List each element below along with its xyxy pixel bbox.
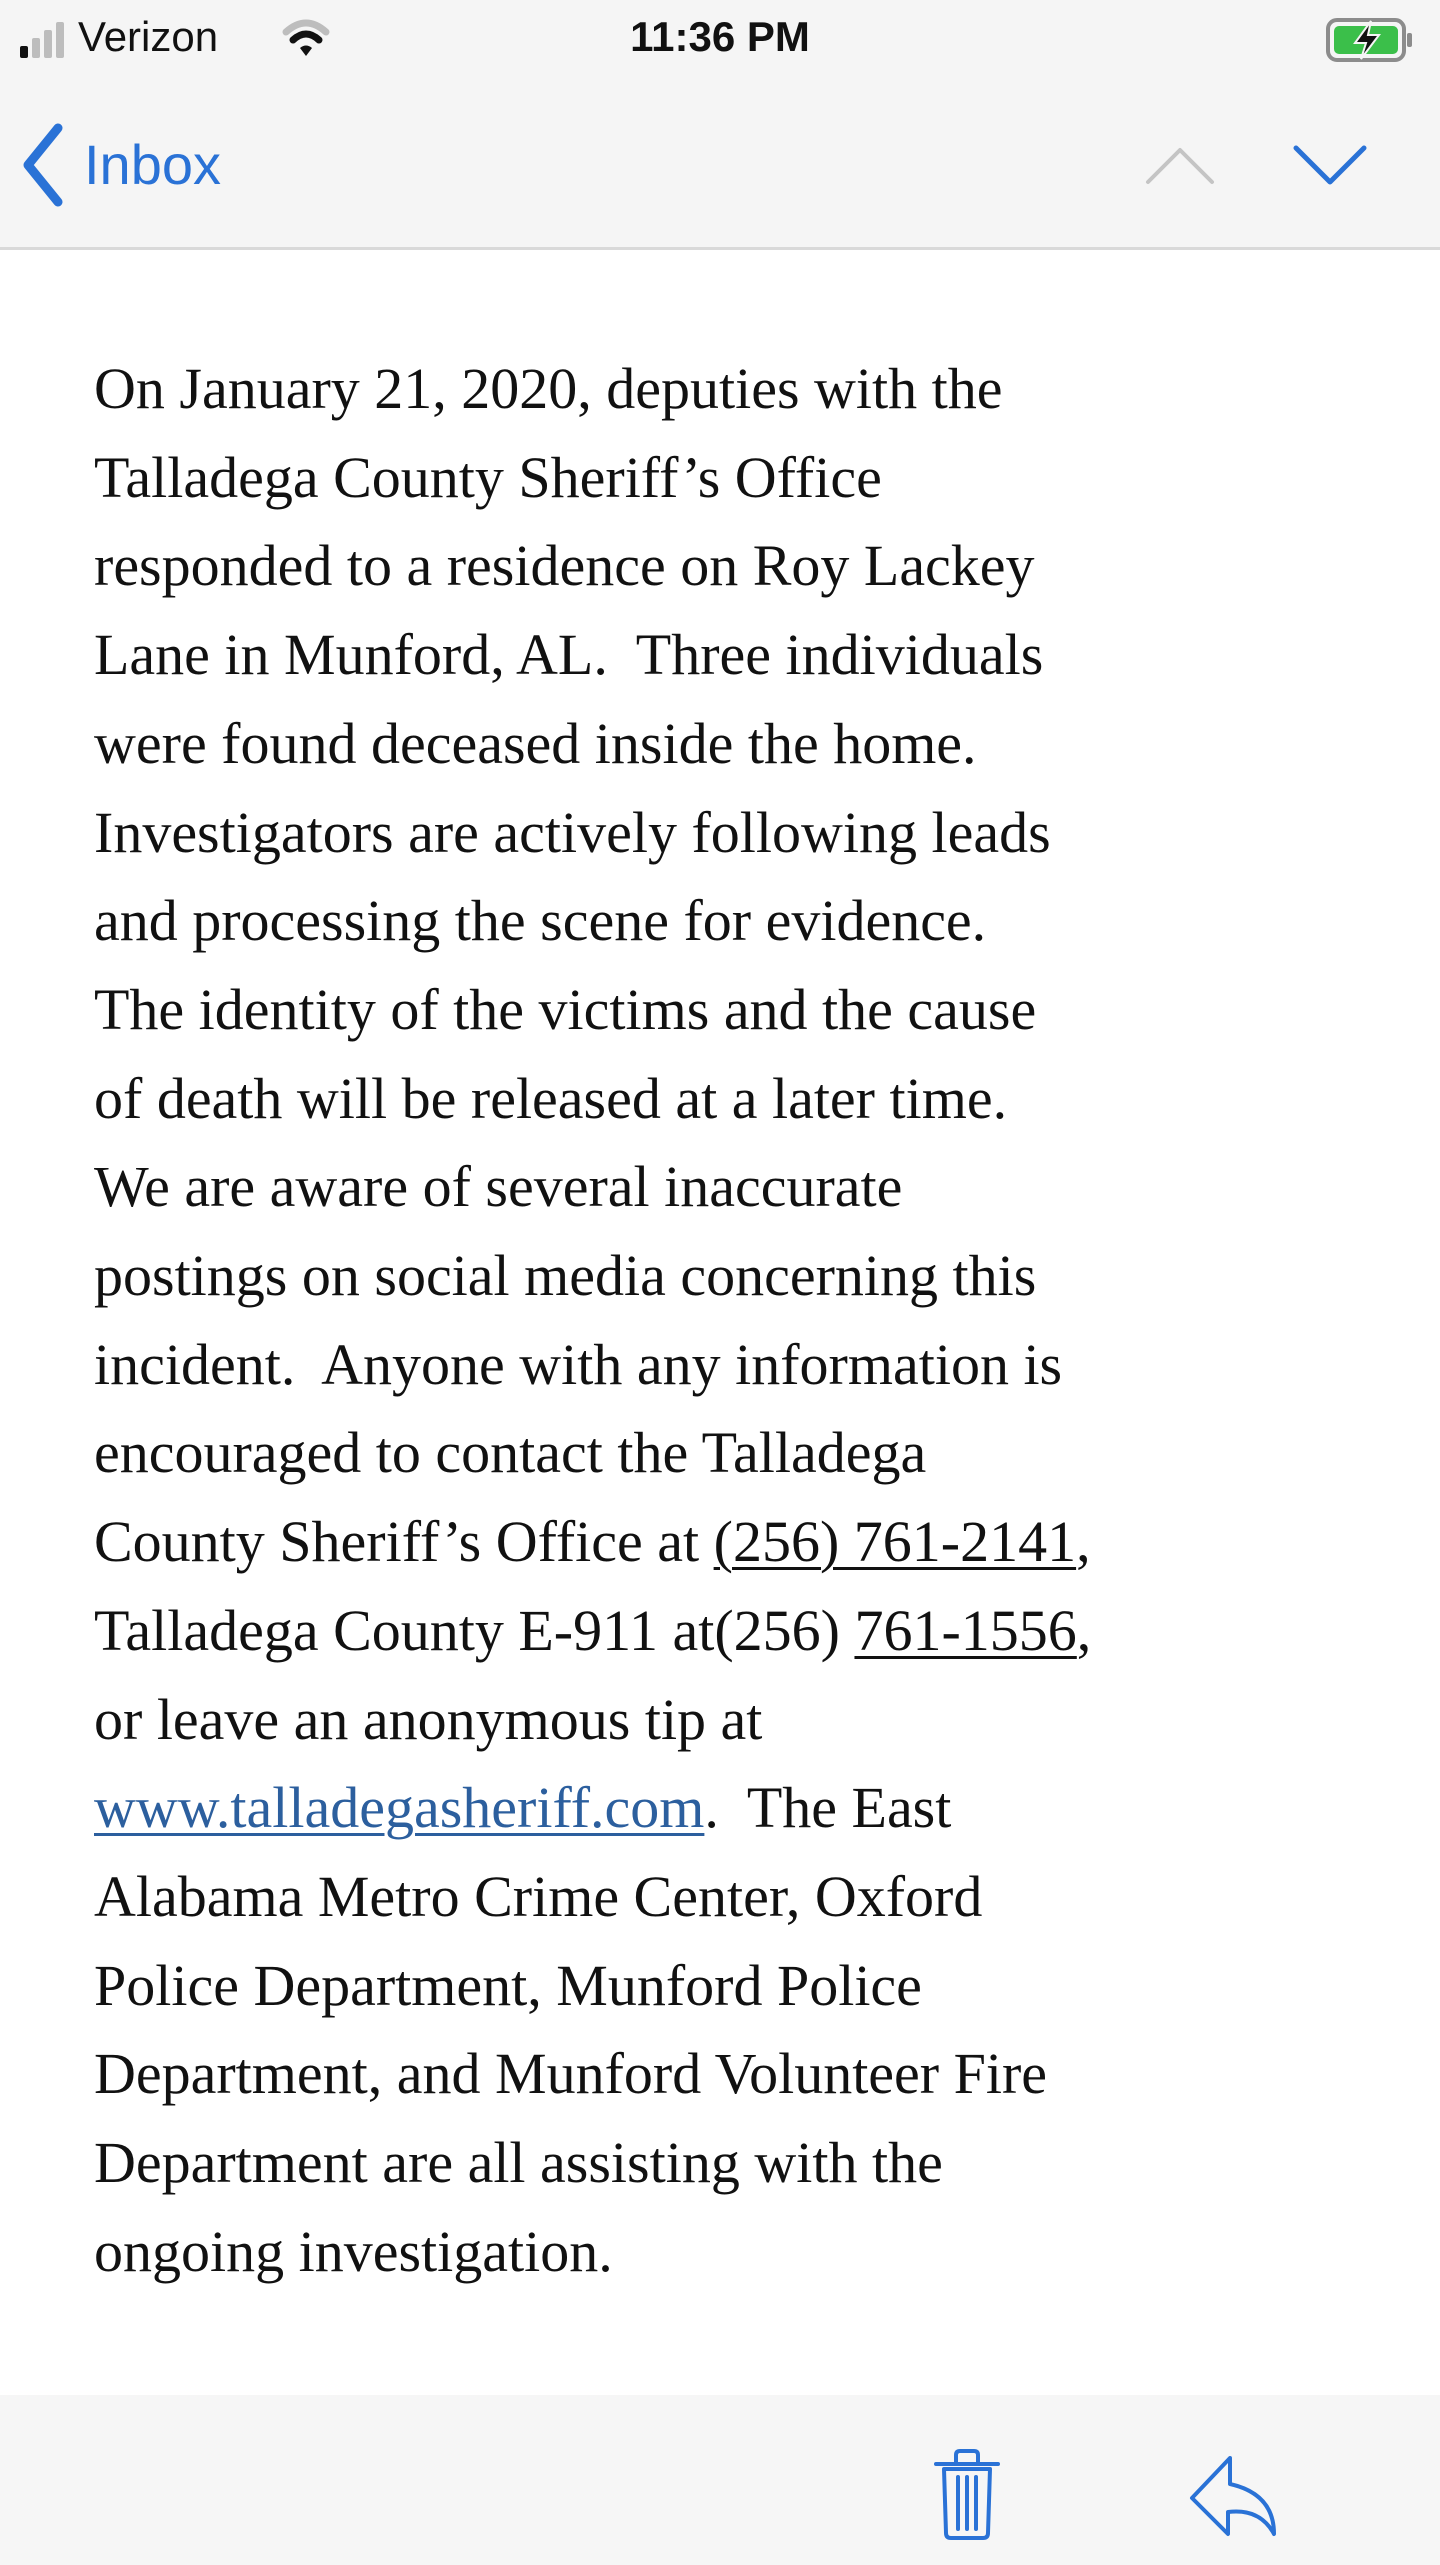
body-line: Lane in Munford, AL. Three individuals — [94, 622, 1044, 688]
trash-icon — [936, 2451, 998, 2538]
body-line: Investigators are actively following leads — [94, 799, 1051, 865]
body-line: Alabama Metro Crime Center, Oxford — [94, 1863, 983, 1929]
body-text: Talladega County E-911 at(256) — [94, 1597, 855, 1663]
body-line — [94, 1498, 1394, 1587]
back-label: Inbox — [84, 133, 221, 196]
status-time: 11:36 PM — [630, 13, 810, 60]
status-bar — [0, 0, 1440, 80]
body-line: Talladega County Sheriff’s Office — [94, 444, 882, 510]
body-line — [94, 1587, 1394, 1676]
top-bar — [0, 0, 1440, 250]
chevron-down-icon — [1296, 148, 1364, 182]
body-line: or leave an anonymous tip at — [94, 1686, 763, 1752]
body-line: ongoing investigation. — [94, 2218, 613, 2284]
body-line: We are aware of several inaccurate — [94, 1154, 903, 1220]
carrier-name: Verizon — [78, 13, 219, 60]
body-line: incident. Anyone with any information is — [94, 1331, 1063, 1397]
body-line: The identity of the victims and the cause — [94, 976, 1037, 1042]
body-line: of death will be released at a later time. — [94, 1065, 1008, 1131]
reply-icon — [1192, 2458, 1274, 2534]
back-to-inbox-button[interactable] — [20, 120, 221, 210]
body-text: , — [1076, 1597, 1092, 1663]
body-line — [94, 1764, 1394, 1853]
body-line: and processing the scene for evidence. — [94, 888, 987, 954]
body-text: County Sheriff’s Office at — [94, 1509, 714, 1575]
body-line: Department are all assisting with the — [94, 2130, 943, 2196]
sheriff-phone-link[interactable]: (256) 761-2141 — [713, 1509, 1077, 1575]
chevron-up-icon — [1148, 150, 1212, 182]
bottom-toolbar — [0, 2395, 1440, 2565]
body-line: postings on social media concerning this — [94, 1243, 1037, 1309]
body-line: were found deceased inside the home. — [94, 710, 977, 776]
chevron-left-icon — [20, 122, 66, 208]
e911-phone-link[interactable]: 761-1556 — [854, 1597, 1077, 1663]
battery-charging-icon — [1325, 15, 1415, 65]
body-text: . The East — [704, 1775, 952, 1841]
nav-bar — [0, 80, 1440, 247]
body-line: On January 21, 2020, deputies with the — [94, 356, 1003, 421]
website-link[interactable]: www.talladegasheriff.com — [94, 1775, 705, 1841]
body-line: encouraged to contact the Talladega — [94, 1420, 927, 1486]
body-line: Police Department, Munford Police — [94, 1952, 922, 2018]
reply-button[interactable] — [1180, 2450, 1285, 2545]
body-line: Department, and Munford Volunteer Fire — [94, 2041, 1048, 2107]
previous-message-button[interactable] — [1140, 130, 1220, 200]
body-text: , — [1076, 1509, 1091, 1575]
delete-button[interactable] — [920, 2445, 1015, 2545]
next-message-button[interactable] — [1290, 130, 1370, 200]
body-line: responded to a residence on Roy Lackey — [94, 533, 1035, 599]
message-body — [94, 345, 1394, 2296]
